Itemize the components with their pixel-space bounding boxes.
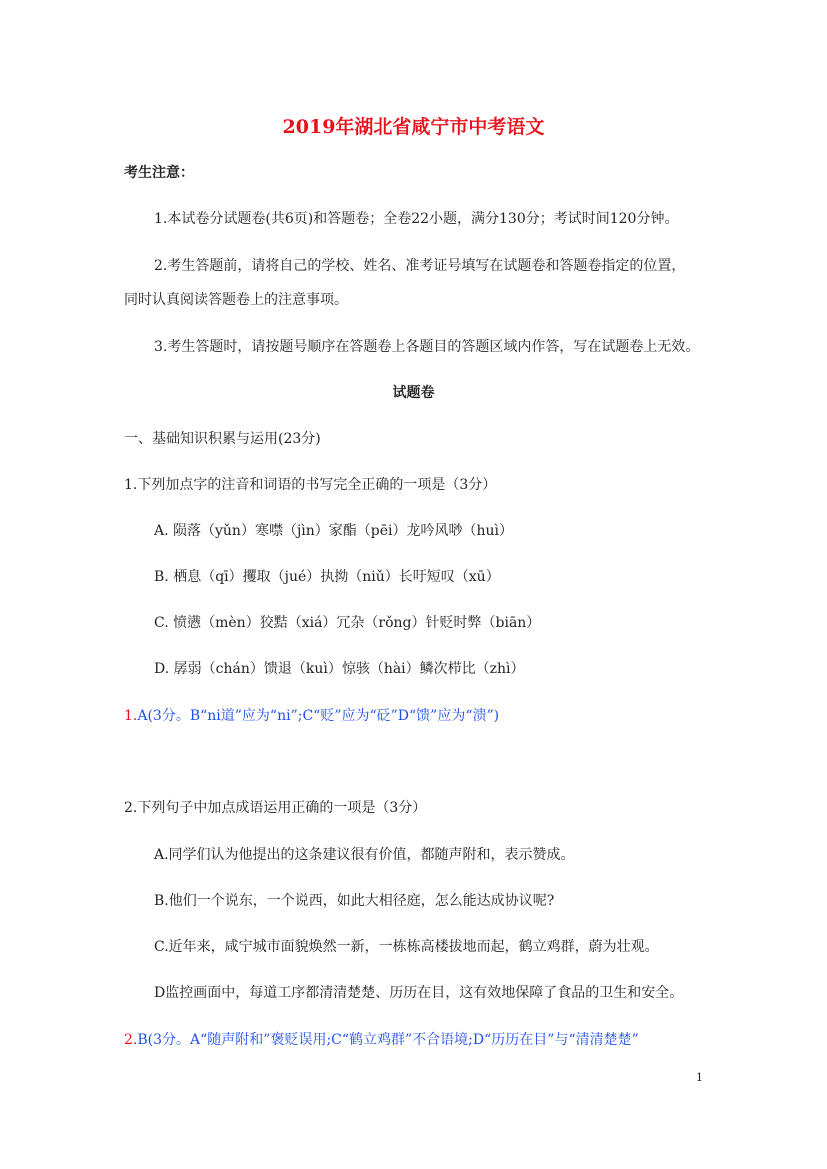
question-2-option-a: A.同学们认为他提出的这条建议很有价值，都随声附和，表示赞成。 [154, 847, 575, 863]
question-1-option-a: A. 陨落（yǔn）寒噤（jìn）家酯（pēi）龙吟风唦（huì） [154, 523, 514, 539]
question-1-option-c: C. 愤懑（mèn）狡黠（xiá）冗杂（rǒng）针贬时弊（biān） [154, 615, 541, 631]
question-1-option-d: D. 孱弱（chán）馈退（kuì）惊骇（hài）鳞次栉比（zhì） [154, 661, 525, 677]
section-title: 试题卷 [392, 385, 435, 401]
question-2-option-d: D监控画面中，每道工序都清清楚楚、历历在目，这有效地保障了食品的卫生和安全。 [154, 985, 684, 1001]
answer-number: 2. [124, 1032, 138, 1048]
notice-item-2-continued: 同时认真阅读答题卷上的注意事项。 [124, 292, 348, 308]
notice-item-1: 1.本试卷分试题卷(共6页)和答题卷；全卷22小题，满分130分；考试时间120分钟。 [154, 211, 679, 227]
answer-number: 1. [124, 708, 138, 724]
question-2-option-c: C.近年来，咸宁城市面貌焕然一新，一栋栋高楼拔地而起，鹤立鸡群，蔚为壮观。 [154, 939, 659, 955]
answer-text: A(3分。B“ni道”应为“ni”;C“贬”应为“砭”D“馈”应为“溃”) [137, 708, 500, 724]
notice-item-2: 2.考生答题前，请将自己的学校、姓名、准考证号填写在试题卷和答题卷指定的位置， [154, 258, 686, 274]
question-1-answer [124, 706, 499, 726]
part-heading: 一、基础知识积累与运用(23分) [124, 431, 321, 447]
question-2-answer [124, 1030, 639, 1050]
notice-item-3: 3.考生答题时，请按题号顺序在答题卷上各题目的答题区域内作答，写在试题卷上无效。 [154, 339, 700, 355]
page-number: 1 [696, 1071, 703, 1084]
notice-heading: 考生注意： [124, 165, 194, 181]
document-title: 2019年湖北省咸宁市中考语文 [282, 116, 545, 138]
question-1-stem: 1.下列加点字的注音和词语的书写完全正确的一项是（3分） [124, 477, 497, 493]
question-2-stem: 2.下列句子中加点成语运用正确的一项是（3分） [124, 800, 427, 816]
question-1-option-b: B. 栖息（qī）攫取（jué）执拗（niǔ）长吁短叹（xū） [154, 569, 500, 585]
question-2-option-b: B.他们一个说东，一个说西，如此大相径庭，怎么能达成协议呢? [154, 893, 555, 909]
answer-text: B(3分。A“随声附和”褒贬误用;C“鹤立鸡群”不合语境;D“历历在目”与“清清楚楚” [137, 1032, 639, 1048]
